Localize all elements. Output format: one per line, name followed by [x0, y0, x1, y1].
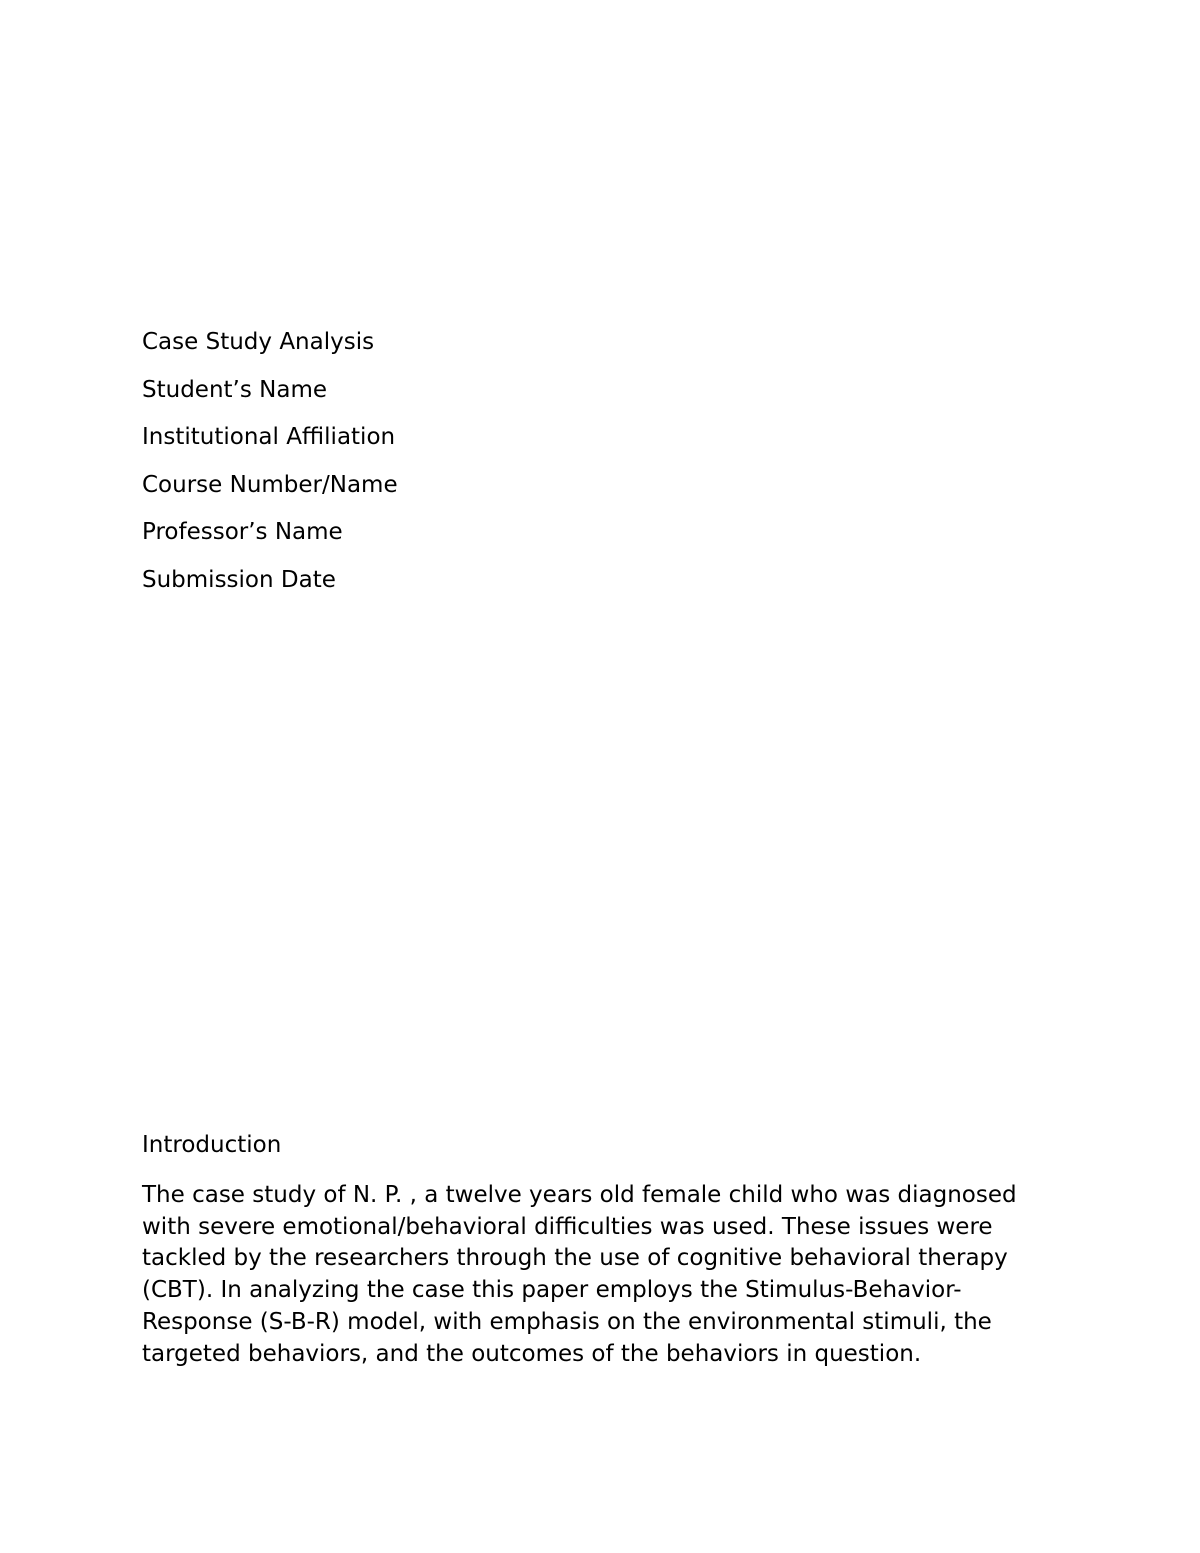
course-number-name: Course Number/Name — [142, 471, 398, 498]
paragraph-line: The case study of N. P. , a twelve years old female child who was diagnosed — [142, 1182, 1017, 1208]
institutional-affiliation: Institutional Affiliation — [142, 424, 396, 450]
paragraph-line: tackled by the researchers through the use of cognitive behavioral therapy — [142, 1245, 1008, 1272]
paragraph-line: (CBT). In analyzing the case this paper employs the Stimulus-Behavior- — [142, 1277, 962, 1304]
introduction-section — [142, 1130, 1052, 1370]
submission-date: Submission Date — [142, 566, 336, 593]
introduction-heading: Introduction — [142, 1132, 282, 1158]
paragraph-line: Response (S-B-R) model, with emphasis on the environmental stimuli, the — [142, 1308, 992, 1335]
paragraph-line: targeted behaviors, and the outcomes of the behaviors in question. — [142, 1340, 922, 1367]
paragraph-line: with severe emotional/behavioral difficulties was used. These issues were — [142, 1213, 993, 1240]
title-page-block — [142, 327, 1042, 612]
introduction-paragraph — [142, 1180, 1052, 1370]
professor-name: Professor’s Name — [142, 519, 343, 545]
student-name: Student’s Name — [142, 376, 327, 403]
paper-title: Case Study Analysis — [142, 329, 375, 355]
